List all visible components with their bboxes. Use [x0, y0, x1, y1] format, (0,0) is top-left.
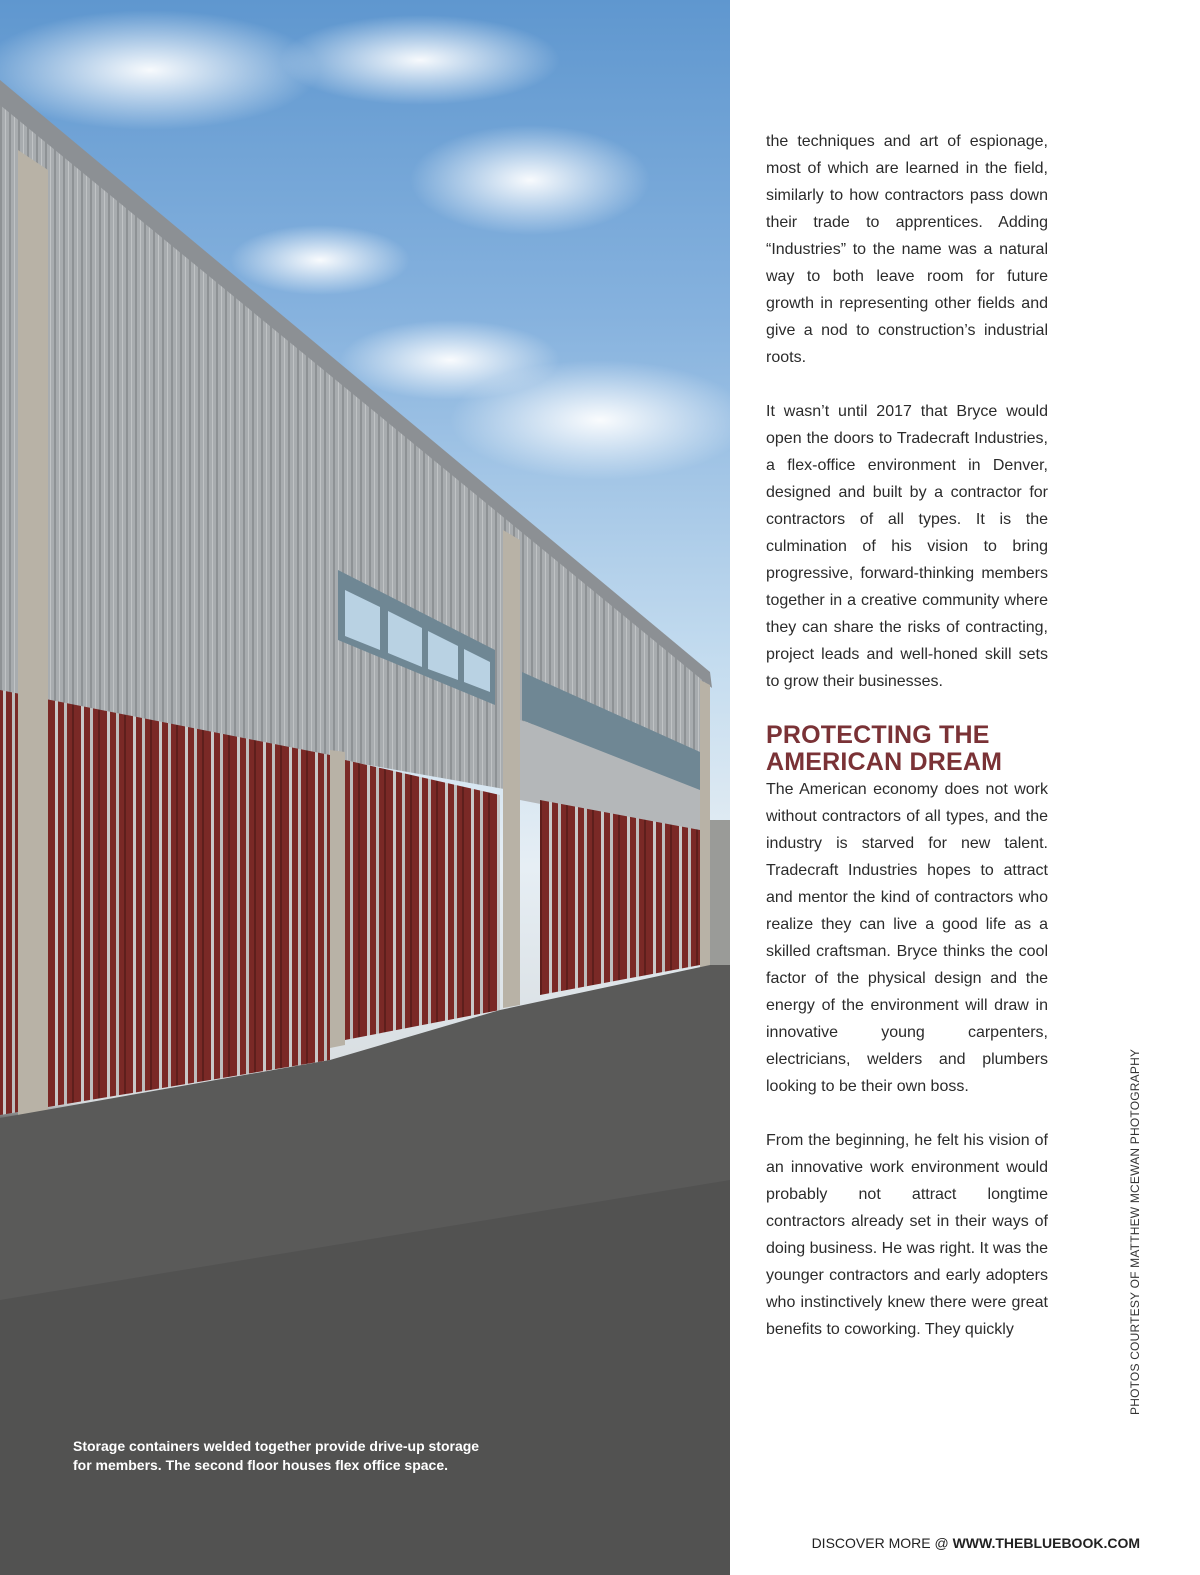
website-link[interactable]: WWW.THEBLUEBOOK.COM [952, 1535, 1140, 1551]
footer [812, 1535, 1140, 1551]
footer-prefix: DISCOVER MORE @ [811, 1535, 953, 1551]
article-paragraph: From the beginning, he felt his vision of an innovative work environment would probably not attract longtime contractors already set in their ways of doing business. He was right. It was the younger contractors and early adopters who instinctively knew there were great benefits to coworking. They quickly [766, 1132, 1048, 1338]
article-column [766, 128, 1048, 1343]
section-heading-line: PROTECTING THE [766, 721, 990, 749]
section-heading [766, 722, 1048, 776]
caption-line: for members. The second floor houses flex office space. [73, 1457, 448, 1473]
photo-caption [73, 1437, 513, 1475]
steel-post [18, 150, 48, 1125]
shipping-container-doors [0, 690, 330, 1115]
article-paragraph: the techniques and art of espionage, most of which are learned in the field, similarly to how contractors pass down their trade to apprentices. Adding “Industries” to the name was a natural way to both leave room for future growth in representing other fields and give a nod to construction’s industrial roots. [766, 133, 1048, 366]
photo-credit: PHOTOS COURTESY OF MATTHEW MCEWAN PHOTOGRAPHY [1128, 1048, 1142, 1415]
section-heading-line: AMERICAN DREAM [766, 748, 1003, 776]
article-paragraph: The American economy does not work without contractors of all types, and the industry is starved for new talent. Tradecraft Industries hopes to attract and mentor the kind of contractors who realize they can live a good life as a skilled craftsman. Bryce thinks the cool factor of the physical design and the energy of the environment will draw in innovative young carpenters, electricians, welders and plumbers looking to be their own boss. [766, 781, 1048, 1095]
article-paragraph: It wasn’t until 2017 that Bryce would open the doors to Tradecraft Industries, a flex-office environment in Denver, designed and built by a contractor for contractors of all types. It is the culmination of his vision to bring progressive, forward-thinking members together in a creative community where they can share the risks of contracting, project leads and well-honed skill sets to grow their businesses. [766, 403, 1048, 690]
caption-line: Storage containers welded together provide drive-up storage [73, 1438, 480, 1454]
